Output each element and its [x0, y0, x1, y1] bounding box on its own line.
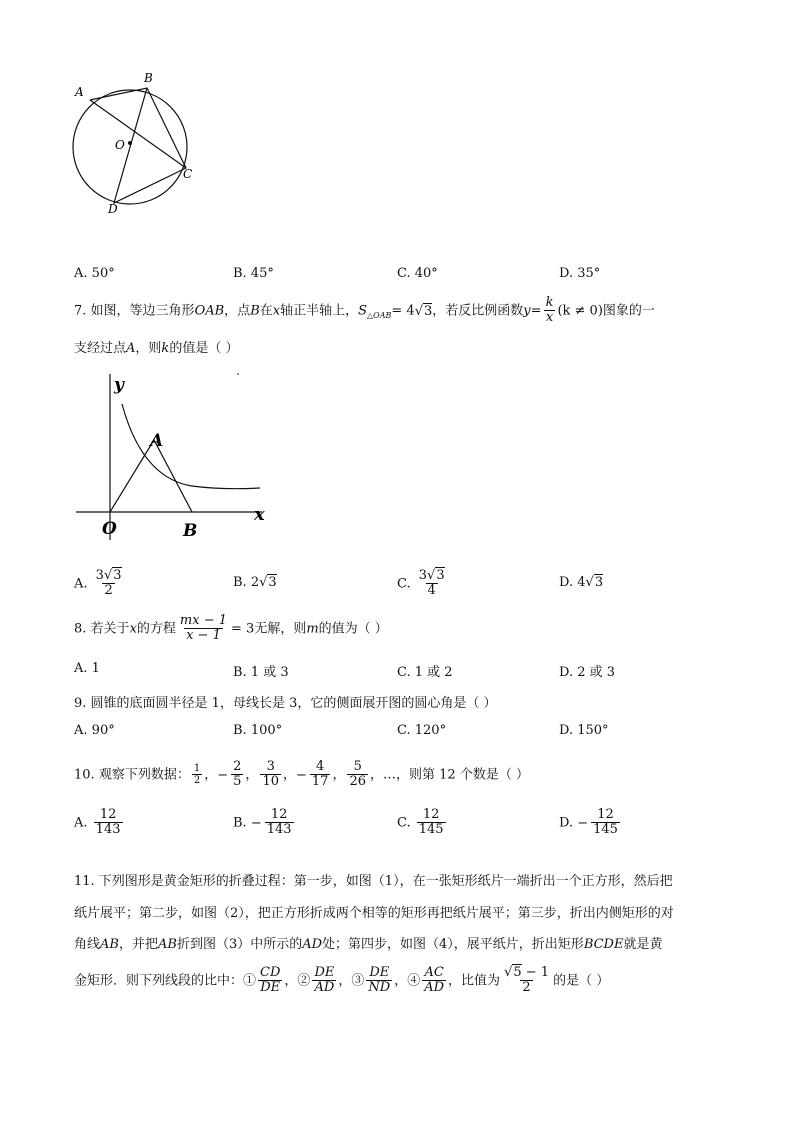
q9-options: [0, 723, 794, 745]
q9-option-d[interactable]: D. 150°: [559, 723, 609, 738]
label-a: A: [150, 431, 164, 451]
q9-option-a[interactable]: A. 90°: [74, 723, 115, 738]
q8-option-a[interactable]: A. 1: [74, 661, 100, 676]
q9-option-c[interactable]: C. 120°: [397, 723, 447, 738]
label-a: A: [75, 85, 84, 99]
q7-option-d[interactable]: D. 4√3: [559, 575, 604, 590]
hyperbola-curve: [122, 404, 260, 489]
q10-option-c[interactable]: C. $\frac{12}{145}$: [397, 807, 444, 838]
q11-line3: 角线AB，并把AB折到图（3）中所示的AD处；第四步，如图（4），展平纸片，折出矩形BCDE就是黄: [74, 937, 663, 952]
q10-option-d[interactable]: D. − $\frac{12}{145}$: [559, 807, 618, 838]
q11-line4: 金矩形．则下列线段的比中：① $\frac{CD}{DE}$ ，② $\frac{DE}{AD}$ ，③ $\frac{DE}{ND}$ ，④ $\frac{AC}{AD}$ ，比值为 $\frac{√5 - 1}{2}$ 的是（ ）: [74, 965, 610, 996]
q6-option-c[interactable]: C. 40°: [397, 266, 438, 281]
center-point: [128, 141, 132, 145]
q11-line2: 纸片展平；第二步，如图（2），把正方形折成两个相等的矩形再把纸片展平；第三步，折出内侧矩形的对: [74, 906, 674, 921]
q10-stem: 10. 观察下列数据： $\frac{1}{2}$ ，− $\frac{2}{5}$ ， $\frac{3}{10}$ ，− $\frac{4}{17}$ ， $\frac{5}{26}$ ，…，则第 12 个数是（ ）: [74, 759, 529, 790]
q8-option-d[interactable]: D. 2 或 3: [559, 665, 616, 680]
q7-option-b[interactable]: B. 2√3: [233, 575, 277, 590]
q9-option-b[interactable]: B. 100°: [233, 723, 283, 738]
q8-stem: 8. 若关于x的方程 $\frac{mx - 1}{x - 1}$ = 3无解，则m的值为（ ）: [74, 613, 388, 644]
label-x: x: [254, 504, 265, 525]
label-o: O: [115, 138, 125, 152]
q11-line1: 11. 下列图形是黄金矩形的折叠过程：第一步，如图（1），在一张矩形纸片一端折出一个正方形，然后把: [74, 874, 673, 889]
q6-option-a[interactable]: A. 50°: [74, 266, 115, 281]
q8-option-b[interactable]: B. 1 或 3: [233, 665, 289, 680]
q8-options: [0, 661, 794, 683]
q10-option-b[interactable]: B. − $\frac{12}{143}$: [233, 807, 292, 838]
q6-option-d[interactable]: D. 35°: [559, 266, 601, 281]
q7-stem-line2: 支经过点A，则k的值是（ ）: [74, 341, 239, 356]
label-d: D: [108, 202, 118, 216]
label-b: B: [183, 521, 198, 541]
stray-dot: [237, 373, 239, 375]
label-b: B: [144, 71, 153, 85]
q9-stem: 9. 圆锥的底面圆半径是 1，母线长是 3，它的侧面展开图的圆心角是（ ）: [74, 696, 497, 711]
label-o: O: [102, 519, 117, 539]
q6-option-b[interactable]: B. 45°: [233, 266, 274, 281]
q8-option-c[interactable]: C. 1 或 2: [397, 665, 453, 680]
hyperbola-triangle-figure: [72, 368, 282, 546]
q7-options: [0, 561, 794, 605]
label-y: y: [114, 375, 124, 395]
circle-quadrilateral-figure: [64, 70, 204, 220]
q10-options: [0, 808, 794, 852]
q7-stem-line1: 7. 如图，等边三角形OAB，点B在x轴正半轴上，$S_{\triangle OAB}= 4√3$，若反比例函数y= $\frac{k}{x}$ (k ≠ 0)图象的一: [74, 295, 655, 326]
q10-option-a[interactable]: A. $\frac{12}{143}$: [74, 807, 121, 838]
label-c: C: [183, 167, 193, 181]
q7-option-a[interactable]: A. $\frac{3√3}{2}$: [74, 568, 122, 599]
diameter-ac: [90, 100, 186, 168]
q6-options: [0, 266, 794, 288]
q7-option-c[interactable]: C. $\frac{3√3}{4}$: [397, 568, 445, 599]
